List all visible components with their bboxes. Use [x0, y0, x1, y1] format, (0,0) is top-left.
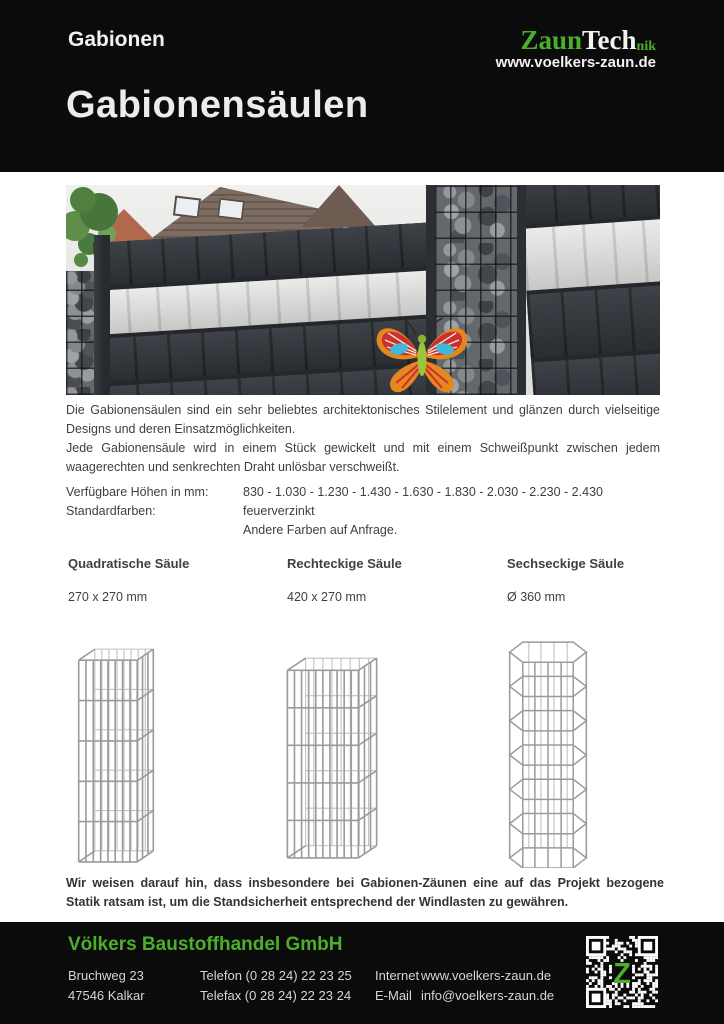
roof-skylight — [173, 195, 201, 218]
brand-logo-part-tech: Tech — [582, 25, 637, 55]
column-frame-post — [517, 185, 526, 395]
website-link[interactable]: www.voelkers-zaun.de — [421, 968, 552, 983]
phone-line: Telefon (0 28 24) 22 23 25 — [200, 968, 352, 983]
qr-code-wrap — [586, 936, 658, 1008]
company-name: Völkers Baustoffhandel GmbH — [68, 934, 343, 955]
svg-text:Z: Z — [613, 958, 631, 991]
contact-row-email — [375, 986, 554, 1006]
brand-website-link[interactable]: www.voelkers-zaun.de — [495, 54, 656, 72]
column-name-hexagon: Sechseckige Säule — [507, 556, 625, 571]
statics-note: Wir weisen darauf hin, dass insbesondere bei Gabionen-Zäunen eine auf das Projekt bezogene Statik ratsam ist, um die Standsicherheit entsprechend der Windlasten zu gewähren. — [66, 876, 664, 909]
brand-logo — [496, 26, 656, 54]
column-drawing-rectangle — [281, 646, 383, 864]
footer-bar — [0, 922, 724, 1024]
column-dimension-hexagon: Ø 360 mm — [507, 590, 566, 604]
address-line-city: 47546 Kalkar — [68, 988, 145, 1003]
tree-foliage — [70, 187, 96, 213]
spec-value: feuerverzinkt — [243, 504, 315, 518]
contact-label: Internet — [375, 968, 420, 983]
butterfly-decoration — [372, 313, 472, 395]
column-dimension-rectangle: 420 x 270 mm — [287, 590, 367, 604]
brand-logo-part-nik: nik — [636, 39, 656, 54]
spec-label: Standardfarben: — [66, 504, 156, 518]
intro-paragraph-1: Die Gabionensäulen sind ein sehr beliebtes architektonisches Stilelement und glänzen durch vielseitige Designs und deren Einsatzmöglichkeiten. — [66, 403, 660, 436]
product-photo — [66, 185, 660, 395]
spec-label: Verfügbare Höhen in mm: — [66, 485, 209, 499]
gabion-wire-mesh — [66, 271, 94, 395]
footer-contact — [375, 966, 554, 1006]
brand-block — [496, 26, 656, 71]
fence-post — [94, 235, 110, 395]
intro-text — [66, 401, 660, 477]
footer-address — [68, 966, 145, 1006]
contact-row-internet — [375, 966, 554, 986]
privacy-fence-right — [518, 185, 660, 395]
header-bar — [0, 0, 724, 172]
fence-band-light — [522, 218, 660, 291]
spec-value: 830 - 1.030 - 1.230 - 1.430 - 1.630 - 1.830 - 2.030 - 2.230 - 2.430 — [243, 485, 603, 499]
spec-row-colors-note — [66, 521, 660, 540]
column-drawing-hexagon — [506, 634, 590, 868]
spec-value: Andere Farben auf Anfrage. — [243, 523, 398, 537]
fax-line: Telefax (0 28 24) 22 23 24 — [200, 988, 352, 1003]
footer-phone — [200, 966, 352, 1006]
email-link[interactable]: info@voelkers-zaun.de — [421, 988, 555, 1003]
spec-row-colors — [66, 502, 660, 521]
brand-logo-part-zaun: Zaun — [520, 25, 583, 55]
contact-label: E-Mail — [375, 988, 412, 1003]
qr-code — [586, 936, 658, 1008]
column-drawing-square — [68, 634, 162, 868]
column-dimension-square: 270 x 270 mm — [68, 590, 148, 604]
spec-label — [66, 521, 243, 540]
spec-row-heights — [66, 483, 660, 502]
page-title: Gabionensäulen — [66, 84, 369, 126]
spec-table — [66, 483, 660, 540]
fence-band — [527, 284, 660, 359]
intro-paragraph-2: Jede Gabionensäule wird in einem Stück gewickelt und mit einem Schweißpunkt zwischen jedem waagerechten und senkrechten Draht unlösbar verschweißt. — [66, 441, 660, 474]
column-name-square: Quadratische Säule — [68, 556, 190, 571]
gabion-column-left — [66, 271, 94, 395]
category-title: Gabionen — [68, 28, 165, 51]
column-name-rectangle: Rechteckige Säule — [287, 556, 402, 571]
address-line-street: Bruchweg 23 — [68, 968, 144, 983]
